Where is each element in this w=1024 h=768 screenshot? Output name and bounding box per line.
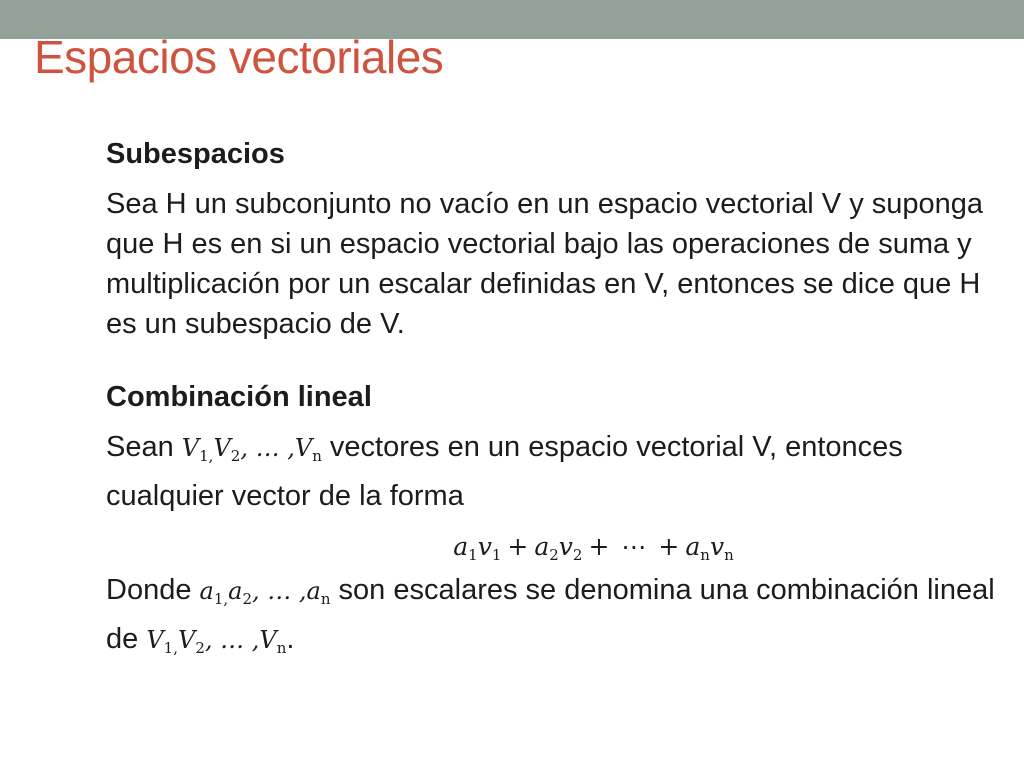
subespacios-heading: Subespacios bbox=[106, 138, 285, 170]
linear-combination-formula: $a_1v_1 + a_2v_2$ + ⋯ + $a_nv_n$ bbox=[453, 532, 734, 564]
conclusion-middle: son escalares se denomina una combinación lineal de bbox=[106, 574, 995, 655]
combinacion-conclusion bbox=[106, 570, 1001, 668]
vectors-expression: $V_{1,}V_2$, … $,V_n$ bbox=[181, 434, 322, 465]
combinacion-intro bbox=[106, 427, 1001, 516]
intro-suffix: vectores en un espacio vectorial V, entonces cualquier vector de la forma bbox=[106, 431, 903, 512]
conclusion-prefix: Donde bbox=[106, 574, 200, 606]
section-spacer bbox=[106, 344, 1001, 377]
vectors-expression-2: $V_{1,}V_2$, … $,V_n$ bbox=[146, 626, 287, 657]
combinacion-heading: Combinación lineal bbox=[106, 381, 372, 413]
scalars-expression: $a_{1,}a_2$, … $,a_n$ bbox=[199, 577, 331, 608]
conclusion-end: . bbox=[286, 623, 295, 655]
subespacios-definition: Sea H un subconjunto no vacío en un espacio vectorial V y suponga que H es en si un espacio vectorial bajo las operaciones de suma y multiplicación por un escalar definidas en V, entonces se dice que H es un subespacio de V. bbox=[106, 188, 984, 340]
slide-title: Espacios vectoriales bbox=[34, 31, 444, 83]
intro-prefix: Sean bbox=[106, 431, 182, 463]
slide-content bbox=[106, 134, 1001, 668]
